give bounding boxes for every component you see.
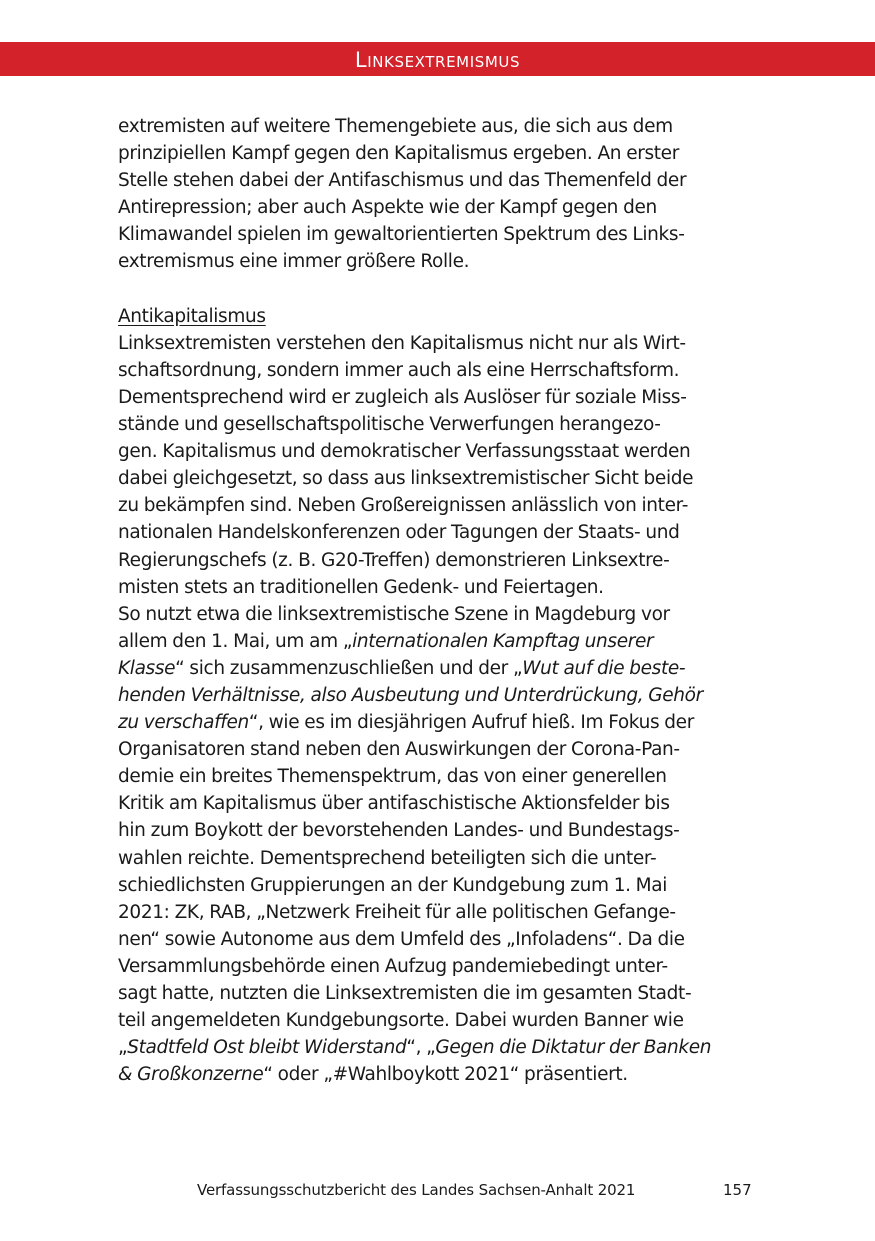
text-run: Kritik am Kapitalismus über antifaschistische Aktionsfelder bis — [118, 793, 670, 815]
text-line — [118, 953, 758, 980]
text-run: misten stets an traditionellen Gedenk- und Feiertagen. — [118, 576, 604, 598]
text-line — [118, 248, 758, 275]
quote-italic: Stadtfeld Ost bleibt Widerstand — [127, 1037, 407, 1059]
text-run: „ — [118, 1037, 128, 1059]
text-run: Linksextremisten verstehen den Kapitalismus nicht nur als Wirt- — [118, 332, 686, 354]
text-line — [118, 519, 758, 546]
page-section-title: Linksextremismus — [354, 48, 521, 72]
text-line — [118, 736, 758, 763]
text-run: hin zum Boykott der bevorstehenden Landes- und Bundestags- — [118, 820, 680, 842]
text-run: dabei gleichgesetzt, so dass aus linksextremistischer Sicht beide — [118, 468, 694, 490]
text-run: Klimawandel spielen im gewaltorientierten Spektrum des Links- — [118, 224, 685, 246]
text-line — [118, 1034, 758, 1061]
text-line — [118, 492, 758, 519]
text-line — [118, 655, 758, 682]
text-run: gen. Kapitalismus und demokratischer Verfassungsstaat werden — [118, 441, 691, 463]
quote-italic: henden Verhältnisse, also Ausbeutung und Unterdrückung, Gehör — [118, 684, 703, 706]
text-run: extremismus eine immer größere Rolle. — [118, 251, 470, 273]
text-run: Regierungschefs (z. B. G20-Treffen) demonstrieren Linksextre- — [118, 549, 670, 571]
text-run: “ oder „#Wahlboykott 2021“ präsentiert. — [263, 1064, 628, 1086]
footer-title: Verfassungsschutzbericht des Landes Sachsen-Anhalt 2021 — [197, 1181, 636, 1199]
text-run: schiedlichsten Gruppierungen an der Kundgebung zum 1. Mai — [118, 874, 668, 896]
text-line — [118, 574, 758, 601]
text-run: nen“ sowie Autonome aus dem Umfeld des „Infoladens“. Da die — [118, 928, 685, 950]
quote-italic: Klasse — [118, 657, 176, 679]
text-run: wahlen reichte. Dementsprechend beteiligten sich die unter- — [118, 847, 657, 869]
text-run: allem den 1. Mai, um am „ — [118, 630, 353, 652]
text-line — [118, 167, 758, 194]
text-run: “ sich zusammenzuschließen und der „ — [175, 657, 523, 679]
text-run: teil angemeldeten Kundgebungsorte. Dabei wurden Banner wie — [118, 1010, 684, 1032]
quote-italic: Wut auf die beste- — [522, 657, 686, 679]
text-line — [118, 682, 758, 709]
text-line — [118, 438, 758, 465]
text-line — [118, 926, 758, 953]
quote-italic: zu verschaffen — [118, 712, 249, 734]
text-line — [118, 303, 758, 330]
text-line — [118, 547, 758, 574]
text-line — [118, 790, 758, 817]
text-line — [118, 872, 758, 899]
quote-italic: internationalen Kampftag unserer — [352, 630, 654, 652]
text-line — [118, 845, 758, 872]
text-line — [118, 899, 758, 926]
text-line — [118, 980, 758, 1007]
text-line — [118, 601, 758, 628]
paragraph-gap — [118, 276, 758, 303]
text-line — [118, 411, 758, 438]
text-line — [118, 357, 758, 384]
text-run: Organisatoren stand neben den Auswirkungen der Corona-Pan- — [118, 739, 680, 761]
text-run: So nutzt etwa die linksextremistische Szene in Magdeburg vor — [118, 603, 670, 625]
text-line — [118, 330, 758, 357]
body-text — [118, 113, 758, 1088]
quote-italic: & Großkonzerne — [118, 1064, 264, 1086]
text-line — [118, 194, 758, 221]
text-line — [118, 763, 758, 790]
page-number: 157 — [723, 1181, 752, 1199]
text-line — [118, 465, 758, 492]
text-run: schaftsordnung, sondern immer auch als eine Herrschaftsform. — [118, 359, 680, 381]
text-line — [118, 628, 758, 655]
text-line — [118, 1007, 758, 1034]
text-line — [118, 140, 758, 167]
text-run: sagt hatte, nutzten die Linksextremisten die im gesamten Stadt- — [118, 983, 692, 1004]
text-line — [118, 113, 758, 140]
text-run: Stelle stehen dabei der Antifaschismus und das Themenfeld der — [118, 170, 687, 192]
text-line — [118, 817, 758, 844]
text-run: demie ein breites Themenspektrum, das von einer generellen — [118, 766, 667, 788]
text-run: 2021: ZK, RAB, „Netzwerk Freiheit für alle politischen Gefange- — [118, 901, 676, 923]
text-run: stände und gesellschaftspolitische Verwerfungen herangezo- — [118, 414, 661, 436]
text-run: “, wie es im diesjährigen Aufruf hieß. Im Fokus der — [248, 712, 694, 734]
text-run: prinzipiellen Kampf gegen den Kapitalismus ergeben. An erster — [118, 143, 679, 165]
text-run: zu bekämpfen sind. Neben Großereignissen anlässlich von inter- — [118, 495, 689, 517]
text-run: Versammlungsbehörde einen Aufzug pandemiebedingt unter- — [118, 955, 668, 977]
header-band — [0, 42, 875, 76]
quote-italic: Gegen die Diktatur der Banken — [435, 1037, 712, 1059]
text-line — [118, 1061, 758, 1088]
text-line — [118, 221, 758, 248]
text-line — [118, 709, 758, 736]
subheading: Antikapitalismus — [118, 305, 266, 327]
text-run: “, „ — [406, 1037, 436, 1059]
text-run: Antirepression; aber auch Aspekte wie der Kampf gegen den — [118, 197, 657, 219]
text-run: Dementsprechend wird er zugleich als Auslöser für soziale Miss- — [118, 386, 687, 408]
text-run: extremisten auf weitere Themengebiete aus, die sich aus dem — [118, 116, 673, 137]
text-run: nationalen Handelskonferenzen oder Tagungen der Staats- und — [118, 522, 680, 544]
text-line — [118, 384, 758, 411]
